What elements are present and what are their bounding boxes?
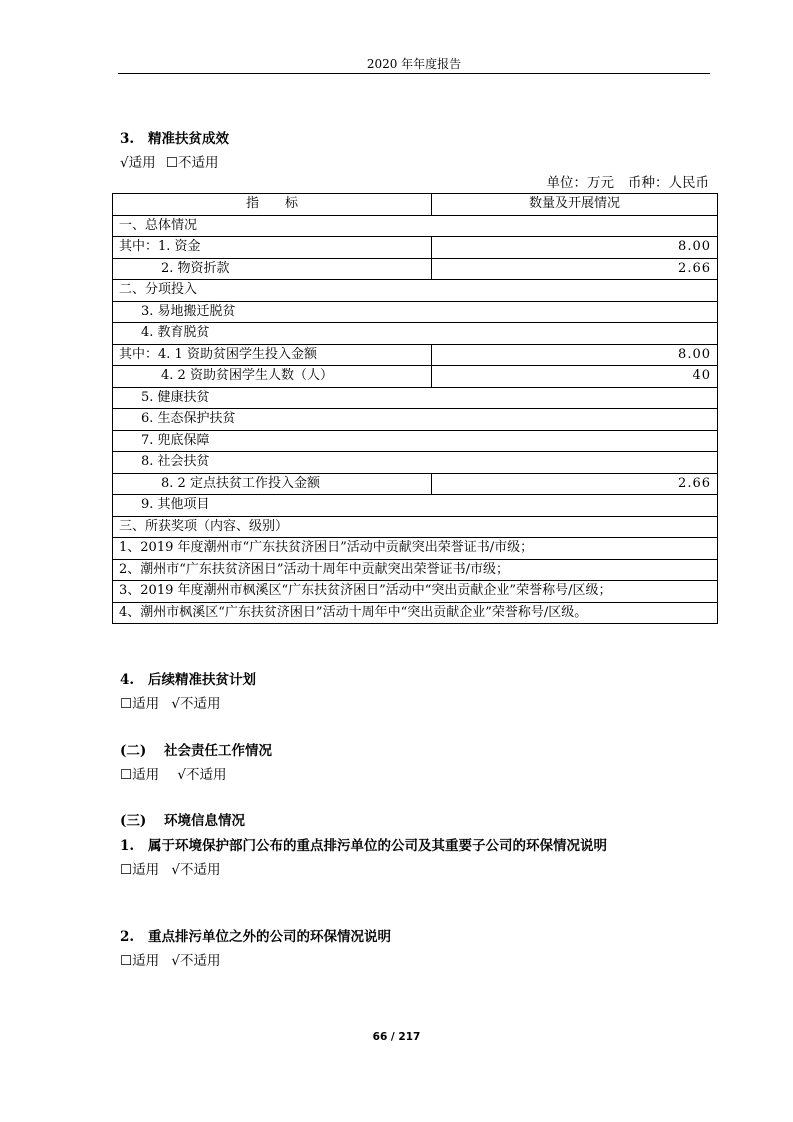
section-title: 后续精准扶贫计划 xyxy=(148,672,256,688)
table-row xyxy=(113,452,718,474)
indicator-cell: 9. 其他项目 xyxy=(113,495,718,517)
indicator-cell: 二、分项投入 xyxy=(113,280,718,302)
applicability-line xyxy=(120,695,221,713)
page-header-title: 2020 年年度报告 xyxy=(366,57,462,71)
section-heading-3 xyxy=(120,130,229,148)
indicator-cell: 8. 社会扶贫 xyxy=(113,452,718,474)
indicator-cell: 8. 2 定点扶贫工作投入金额 xyxy=(113,473,432,495)
indicator-cell: 其中：4. 1 资助贫困学生投入金额 xyxy=(113,344,432,366)
indicator-cell: 3、2019 年度潮州市枫溪区“广东扶贫济困日”活动中“突出贡献企业”荣誉称号/区级； xyxy=(113,581,718,603)
section-number: 1. xyxy=(120,838,135,854)
table-row xyxy=(113,495,718,517)
section-number: 2. xyxy=(120,929,135,945)
table-row xyxy=(113,473,718,495)
env-heading-1 xyxy=(120,837,607,855)
indicator-cell: 7. 兜底保障 xyxy=(113,430,718,452)
indicator-cell: 6. 生态保护扶贫 xyxy=(113,409,718,431)
applicability-line xyxy=(120,861,221,879)
part-title: 环境信息情况 xyxy=(164,813,245,829)
value-cell: 8.00 xyxy=(432,344,718,366)
indicator-cell: 2. 物资折款 xyxy=(113,258,432,280)
not-applicable-option: √不适用 xyxy=(171,862,221,878)
unit-line xyxy=(547,174,710,192)
not-applicable-option: √不适用 xyxy=(177,767,227,783)
table-header-value: 数量及开展情况 xyxy=(432,194,718,216)
applicability-line xyxy=(120,952,221,970)
indicator-cell: 5. 健康扶贫 xyxy=(113,387,718,409)
table-row xyxy=(113,602,718,624)
value-cell: 40 xyxy=(432,366,718,388)
table-row xyxy=(113,301,718,323)
section-title: 精准扶贫成效 xyxy=(148,131,229,147)
value-cell: 8.00 xyxy=(432,237,718,259)
value-cell: 2.66 xyxy=(432,473,718,495)
unit-label: 单位：万元 xyxy=(546,175,614,191)
applicable-option: ☐适用 xyxy=(120,767,160,783)
indicator-cell: 4. 2 资助贫困学生人数（人） xyxy=(113,366,432,388)
table-row xyxy=(113,516,718,538)
indicator-cell: 其中：1. 资金 xyxy=(113,237,432,259)
indicator-cell: 4、潮州市枫溪区“广东扶贫济困日”活动十周年中“突出贡献企业”荣誉称号/区级。 xyxy=(113,602,718,624)
part-heading-3 xyxy=(120,812,245,830)
table-row xyxy=(113,538,718,560)
section-title: 属于环境保护部门公布的重点排污单位的公司及其重要子公司的环保情况说明 xyxy=(148,838,607,854)
indicator-cell: 1、2019 年度潮州市“广东扶贫济困日”活动中贡献突出荣誉证书/市级； xyxy=(113,538,718,560)
table-row xyxy=(113,409,718,431)
indicator-cell: 一、总体情况 xyxy=(113,215,718,237)
table-header-indicator: 指 标 xyxy=(113,194,432,216)
not-applicable-option: √不适用 xyxy=(171,696,221,712)
part-title: 社会责任工作情况 xyxy=(164,743,272,759)
not-applicable-option: √不适用 xyxy=(171,953,221,969)
poverty-alleviation-table xyxy=(112,193,718,624)
table-row xyxy=(113,430,718,452)
table-row xyxy=(113,323,718,345)
table-row xyxy=(113,559,718,581)
table-header-row xyxy=(113,194,718,216)
env-heading-2 xyxy=(120,928,391,946)
table-row xyxy=(113,280,718,302)
indicator-cell: 2、潮州市“广东扶贫济困日”活动十周年中贡献突出荣誉证书/市级； xyxy=(113,559,718,581)
applicable-option: ☐适用 xyxy=(120,953,160,969)
applicability-line xyxy=(120,154,219,172)
part-number: (三) xyxy=(120,813,147,829)
currency-label: 币种：人民币 xyxy=(628,175,709,191)
part-number: (二) xyxy=(120,743,147,759)
not-applicable-option: ☐不适用 xyxy=(165,155,219,171)
part-heading-2 xyxy=(120,742,272,760)
applicable-option: ☐适用 xyxy=(120,862,160,878)
table-row xyxy=(113,581,718,603)
header-rule xyxy=(118,73,710,74)
applicability-line xyxy=(120,766,227,784)
section-number: 3. xyxy=(120,131,135,147)
table-row xyxy=(113,366,718,388)
value-cell: 2.66 xyxy=(432,258,718,280)
page-number: 66 / 217 xyxy=(372,1031,421,1043)
table-row xyxy=(113,237,718,259)
section-title: 重点排污单位之外的公司的环保情况说明 xyxy=(148,929,391,945)
table-row xyxy=(113,387,718,409)
indicator-cell: 三、所获奖项（内容、级别） xyxy=(113,516,718,538)
table-row xyxy=(113,215,718,237)
applicable-option: √适用 xyxy=(120,155,156,171)
applicable-option: ☐适用 xyxy=(120,696,160,712)
table-row xyxy=(113,344,718,366)
table-row xyxy=(113,258,718,280)
section-number: 4. xyxy=(120,672,135,688)
indicator-cell: 4. 教育脱贫 xyxy=(113,323,718,345)
section-heading-4 xyxy=(120,671,256,689)
indicator-cell: 3. 易地搬迁脱贫 xyxy=(113,301,718,323)
